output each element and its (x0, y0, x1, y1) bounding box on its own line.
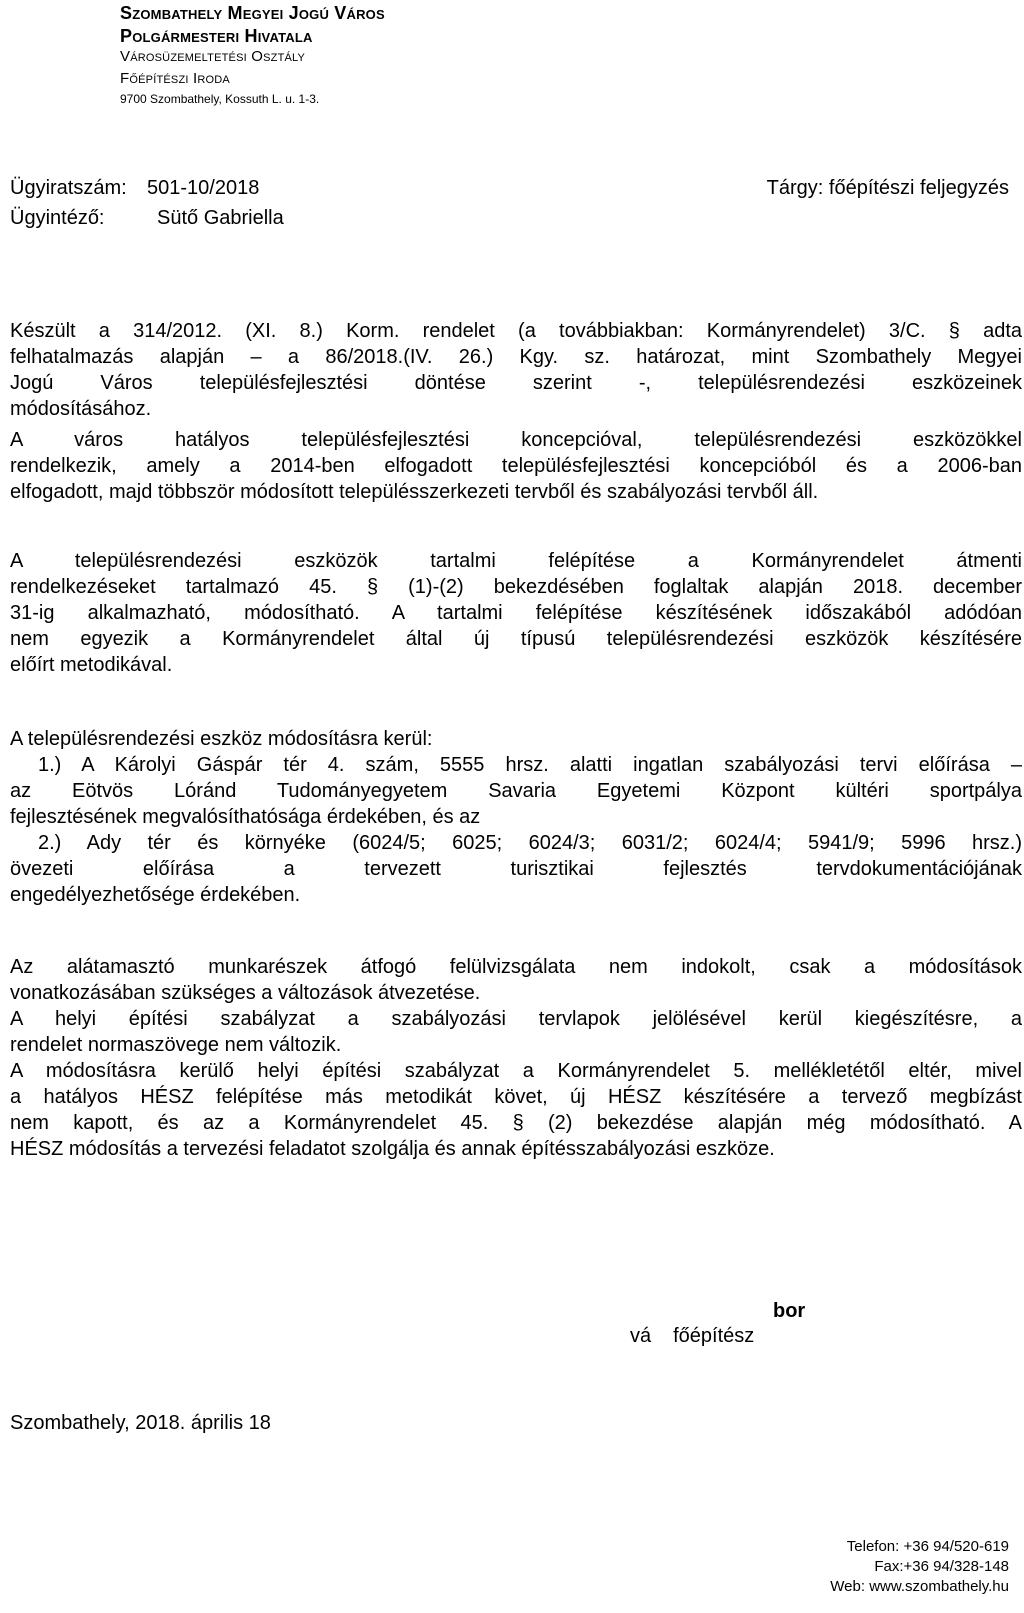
letterhead-address: 9700 Szombathely, Kossuth L. u. 1-3. (120, 92, 320, 106)
text-line: nem egyezik a Kormányrendelet által új típusú településrendezési eszközök készítésére (10, 628, 1022, 650)
paragraph-legal-basis (10, 318, 1022, 422)
text-line: módosításához. (10, 398, 152, 420)
modification-item-2-line: övezeti előírása a tervezett turisztikai fejlesztés tervdokumentációjának (10, 858, 1022, 880)
office-letterhead (120, 4, 385, 109)
text-line: A módosításra kerülő helyi építési szabályzat a Kormányrendelet 5. mellékletétől eltér, mivel (10, 1060, 1022, 1082)
paragraph-current-plans (10, 427, 1022, 505)
letterhead-department: Városüzemeltetési Osztály (120, 48, 306, 65)
signature-title-fragment: vá (630, 1325, 652, 1347)
case-handler-label: Ügyintéző: (10, 207, 105, 229)
contact-info (830, 1537, 1009, 1597)
case-number-label: Ügyiratszám: (10, 177, 127, 199)
text-line: felhatalmazás alapján – a 86/2018.(IV. 26.) Kgy. sz. határozat, mint Szombathely Megyei (10, 346, 1022, 368)
case-handler-value: Sütő Gabriella (157, 207, 284, 229)
text-line: előírt metodikával. (10, 654, 173, 676)
text-line: HÉSZ módosítás a tervezési feladatot szolgálja és annak építésszabályozási eszköze. (10, 1138, 775, 1160)
modification-item-1-line: fejlesztésének megvalósíthatósága érdekében, és az (10, 806, 481, 828)
signature-title (630, 1325, 754, 1348)
text-line: A város hatályos településfejlesztési koncepcióval, településrendezési eszközökkel (10, 429, 1022, 451)
modification-item-2-line: 2.) Ady tér és környéke (6024/5; 6025; 6024/3; 6031/2; 6024/4; 5941/9; 5996 hrsz.) (38, 832, 1022, 854)
letterhead-city: Szombathely Megyei Jogú Város (120, 3, 385, 23)
text-line: elfogadott, majd többször módosított településszerkezeti tervből és szabályozási tervből áll. (10, 481, 819, 503)
text-line: A településrendezési eszközök tartalmi felépítése a Kormányrendelet átmenti (10, 550, 1022, 572)
text-line: rendelkezik, amely a 2014-ben elfogadott településfejlesztési koncepcióból és a 2006-ban (10, 455, 1022, 477)
paragraph-regulation-notes (10, 954, 1022, 1162)
contact-fax: Fax:+36 94/328-148 (874, 1558, 1009, 1575)
modifications-intro: A településrendezési eszköz módosításra kerül: (10, 728, 433, 750)
text-line: 31-ig alkalmazható, módosítható. A tartalmi felépítése készítésének időszakából adódóan (10, 602, 1022, 624)
case-number-row (10, 173, 284, 203)
paragraph-modifications (10, 726, 1022, 908)
text-line: Az alátamasztó munkarészek átfogó felülvizsgálata nem indokolt, csak a módosítások (10, 956, 1022, 978)
modification-item-1-line: az Eötvös Lóránd Tudományegyetem Savaria Egyetemi Központ kültéri sportpálya (10, 780, 1022, 802)
signature-name-fragment: bor (773, 1300, 806, 1322)
text-line: nem kapott, és az a Kormányrendelet 45. § (2) bekezdése alapján még módosítható. A (10, 1112, 1022, 1134)
modification-item-2-line: engedélyezhetősége érdekében. (10, 884, 301, 906)
text-line: rendelet normaszövege nem változik. (10, 1034, 342, 1056)
signature-title-role: főépítész (673, 1325, 755, 1347)
letterhead-office: Polgármesteri Hivatala (120, 26, 313, 46)
text-line: Készült a 314/2012. (XI. 8.) Korm. rendelet (a továbbiakban: Kormányrendelet) 3/C. § adta (10, 320, 1022, 342)
text-line: vonatkozásában szükséges a változások átvezetése. (10, 982, 481, 1004)
case-details (10, 173, 284, 233)
document-date: Szombathely, 2018. április 18 (10, 1412, 271, 1434)
letterhead-unit: Főépítészi Iroda (120, 70, 230, 87)
subject-line: Tárgy: főépítészi feljegyzés (766, 177, 1009, 199)
case-handler-row (10, 203, 284, 233)
paragraph-transitional-rules (10, 548, 1022, 678)
text-line: A helyi építési szabályzat a szabályozási tervlapok jelölésével kerül kiegészítésre, a (10, 1008, 1022, 1030)
text-line: a hatályos HÉSZ felépítése más metodikát követ, új HÉSZ készítésére a tervező megbízást (10, 1086, 1022, 1108)
text-line: rendelkezéseket tartalmazó 45. § (1)-(2) bekezdésében foglaltak alapján 2018. december (10, 576, 1022, 598)
case-number-value: 501-10/2018 (147, 177, 260, 199)
text-line: Jogú Város településfejlesztési döntése szerint -, településrendezési eszközeinek (10, 372, 1022, 394)
modification-item-1-line: 1.) A Károlyi Gáspár tér 4. szám, 5555 hrsz. alatti ingatlan szabályozási tervi előírása – (38, 754, 1022, 776)
contact-phone: Telefon: +36 94/520-619 (846, 1538, 1009, 1555)
contact-web: Web: www.szombathely.hu (830, 1578, 1009, 1595)
